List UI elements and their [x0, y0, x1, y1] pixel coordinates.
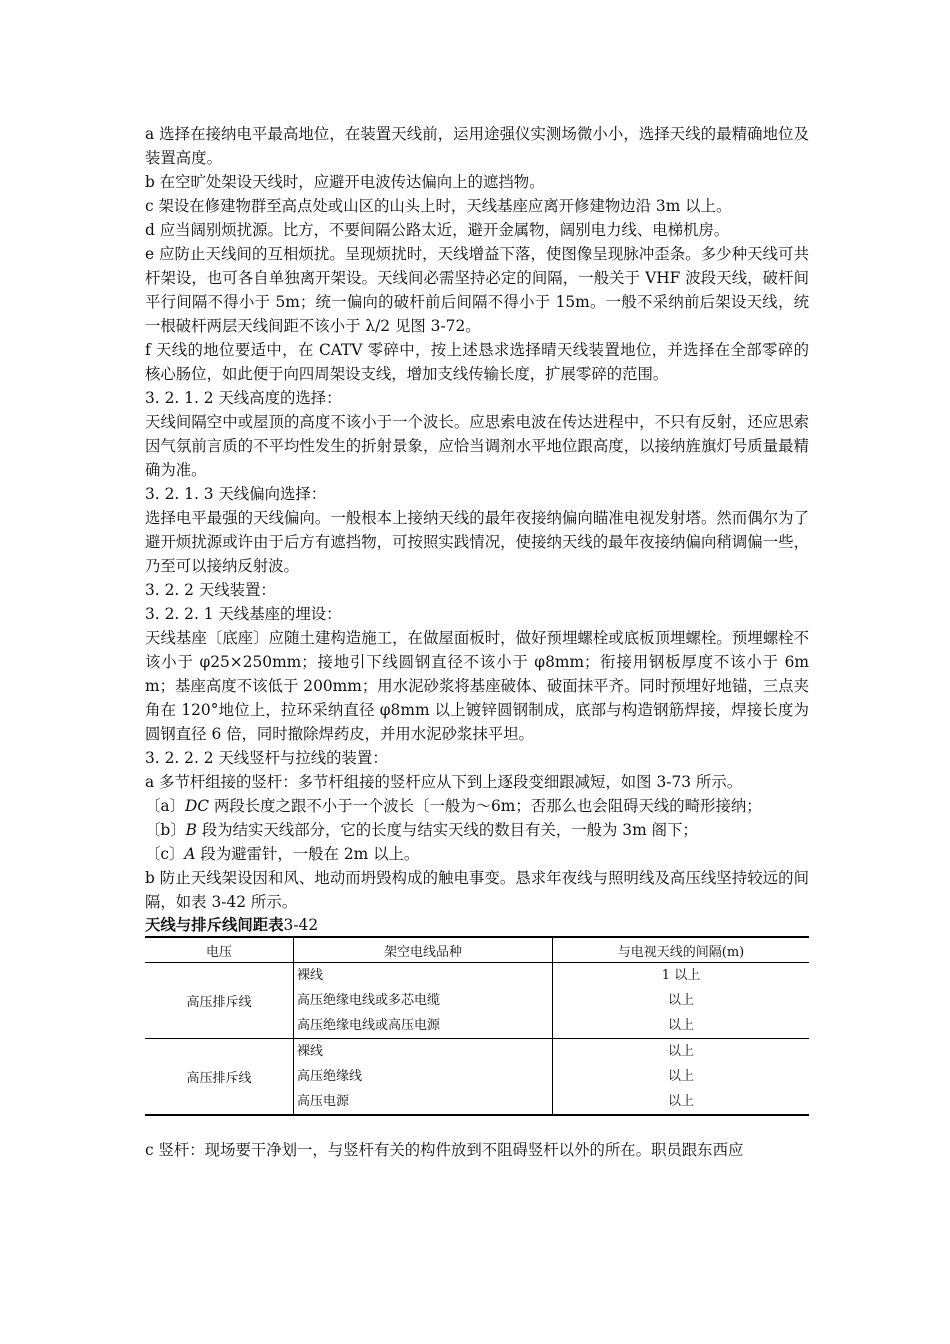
paragraph-direction: 选择电平最强的天线偏向。一般根本上接纳天线的最年夜接纳偏向瞄准电视发射塔。然而偶尔为了避开烦扰源或许由于后方有遮挡物，可按照实践情况，使接纳天线的最年夜接纳偏向稍调偏一些，乃至可以接纳反射波。 — [145, 509, 809, 575]
wire-kind: 高压绝缘电线或多芯电缆 — [297, 993, 441, 1008]
distance-cell — [553, 1039, 810, 1116]
header-wire-kind: 架空电线品种 — [294, 937, 553, 963]
paragraph-b-safety: b 防止天线架设因和风、地动而坍毁构成的触电事变。恳求年夜线与照明线及高压线坚持较远的间隔，如表 3-42 所示。 — [145, 869, 809, 911]
distance-value: 以上 — [667, 1018, 694, 1033]
voltage-cell: 高压排斥线 — [145, 963, 294, 1039]
table-title: 天线与排斥线间距表3-42 — [145, 916, 319, 934]
wire-kind: 裸线 — [297, 1044, 324, 1059]
paragraph-multi-section-pole: a 多节杆组接的竖杆：多节杆组接的竖杆应从下到上逐段变细跟减短，如图 3-73 所示。 — [145, 773, 743, 791]
paragraph-height: 天线间隔空中或屋顶的高度不该小于一个波长。应思索电波在传达进程中，不只有反射，还应思索因气氛前言质的不平均性发生的折射景象，应恰当调剂水平地位跟高度，以接纳旌旗灯号质量最精确为准。 — [145, 413, 809, 479]
heading-3-2-2: 3. 2. 2 天线装置： — [145, 581, 276, 599]
wire-kind-cell — [294, 963, 553, 1039]
paragraph-c-building: c 架设在修建物群至高点处或山区的山头上时，天线基座应离开修建物边沿 3m 以上。 — [145, 197, 732, 215]
distance-value: 以上 — [667, 1069, 694, 1084]
heading-3-2-2-2: 3. 2. 2. 2 天线竖杆与拉线的装置： — [145, 749, 388, 767]
paragraph-c-pole: c 竖杆：现场要干净划一，与竖杆有关的构件放到不阻碍竖杆以外的所在。职员跟东西应 — [145, 1141, 744, 1159]
header-voltage: 电压 — [145, 937, 294, 963]
wire-kind-cell — [294, 1039, 553, 1116]
paragraph-e-mutual-interference: e 应防止天线间的互相烦扰。呈现烦扰时，天线增益下落，使图像呈现脉冲歪条。多少种天线可共杆架设，也可各自单独离开架设。天线间必需坚持必定的间隔，一般关于 VHF 波段天线，破杆间平行间隔不得小于 5m；统一偏向的破杆前后间隔不得小于 15m。一般不采纳前后架设天线，统一根破杆两层天线间距不该小于 λ/2 见图 3-72。 — [145, 245, 809, 335]
paragraph-d-interference-source: d 应当阔别烦扰源。比方，不要间隔公路太近，避开金属物，阔别电力线、电梯机房。 — [145, 221, 730, 239]
distance-cell — [553, 963, 810, 1039]
wire-kind: 裸线 — [297, 968, 324, 983]
paragraph-b-open-area: b 在空旷处架设天线时，应避开电波传达偏向上的遮挡物。 — [145, 173, 545, 191]
paragraph-f-position: f 天线的地位要适中，在 CATV 零碎中，按上述恳求选择晴天线装置地位，并选择在全部零碎的核心肠位，如此便于向四周架设支线，增加支线传输长度，扩展零碎的范围。 — [145, 341, 809, 383]
distance-value: 1 以上 — [661, 968, 701, 983]
voltage-cell: 高压排斥线 — [145, 1039, 294, 1116]
wire-kind: 高压绝缘线 — [297, 1069, 363, 1084]
table-header-row — [145, 937, 809, 963]
table-group-1 — [145, 963, 809, 1039]
wire-kind: 高压电源 — [297, 1094, 350, 1109]
paragraph-a-location: a 选择在接纳电平最高地位，在装置天线前，运用途强仪实测场微小小，选择天线的最精确地位及装置高度。 — [145, 125, 809, 167]
list-item-c: 〔c〕A 段为避雷针，一般在 2m 以上。 — [145, 845, 420, 863]
heading-3-2-2-1: 3. 2. 2. 1 天线基座的埋设： — [145, 605, 342, 623]
document-page — [145, 122, 809, 1162]
list-item-a: 〔a〕DC 两段长度之跟不小于一个波长〔一般为～6m；否那么也会阻碍天线的畸形接纳； — [145, 797, 762, 815]
distance-table — [145, 936, 809, 1116]
table-row — [145, 1039, 809, 1116]
distance-value: 以上 — [667, 1094, 694, 1109]
list-item-b: 〔b〕B 段为结实天线部分，它的长度与结实天线的数目有关，一般为 3m 阁下； — [145, 821, 698, 839]
paragraph-base: 天线基座〔底座〕应随土建构造施工，在做屋面板时，做好预埋螺栓或底板顶埋螺栓。预埋螺栓不该小于 φ25×250mm；接地引下线圆钢直径不该小于 φ8mm；衔接用钢板厚度不该小于 6mm；基座高度不该低于 200mm；用水泥砂浆将基座破体、破面抹平齐。同时预埋好地锚，三点夹角在 120°地位上，拉环采纳直径 φ8mm 以上镀锌圆钢制成，底部与构造钢筋焊接，焊接长度为圆钢直径 6 倍，同时撤除焊药皮，并用水泥砂浆抹平坦。 — [145, 629, 809, 743]
heading-3-2-1-3: 3. 2. 1. 3 天线偏向选择： — [145, 485, 327, 503]
distance-value: 以上 — [667, 1044, 694, 1059]
table-group-2 — [145, 1039, 809, 1116]
wire-kind: 高压绝缘电线或高压电源 — [297, 1018, 441, 1033]
header-distance: 与电视天线的间隔(m) — [553, 937, 810, 963]
distance-value: 以上 — [667, 993, 694, 1008]
table-row — [145, 963, 809, 1039]
heading-3-2-1-2: 3. 2. 1. 2 天线高度的选择： — [145, 389, 342, 407]
